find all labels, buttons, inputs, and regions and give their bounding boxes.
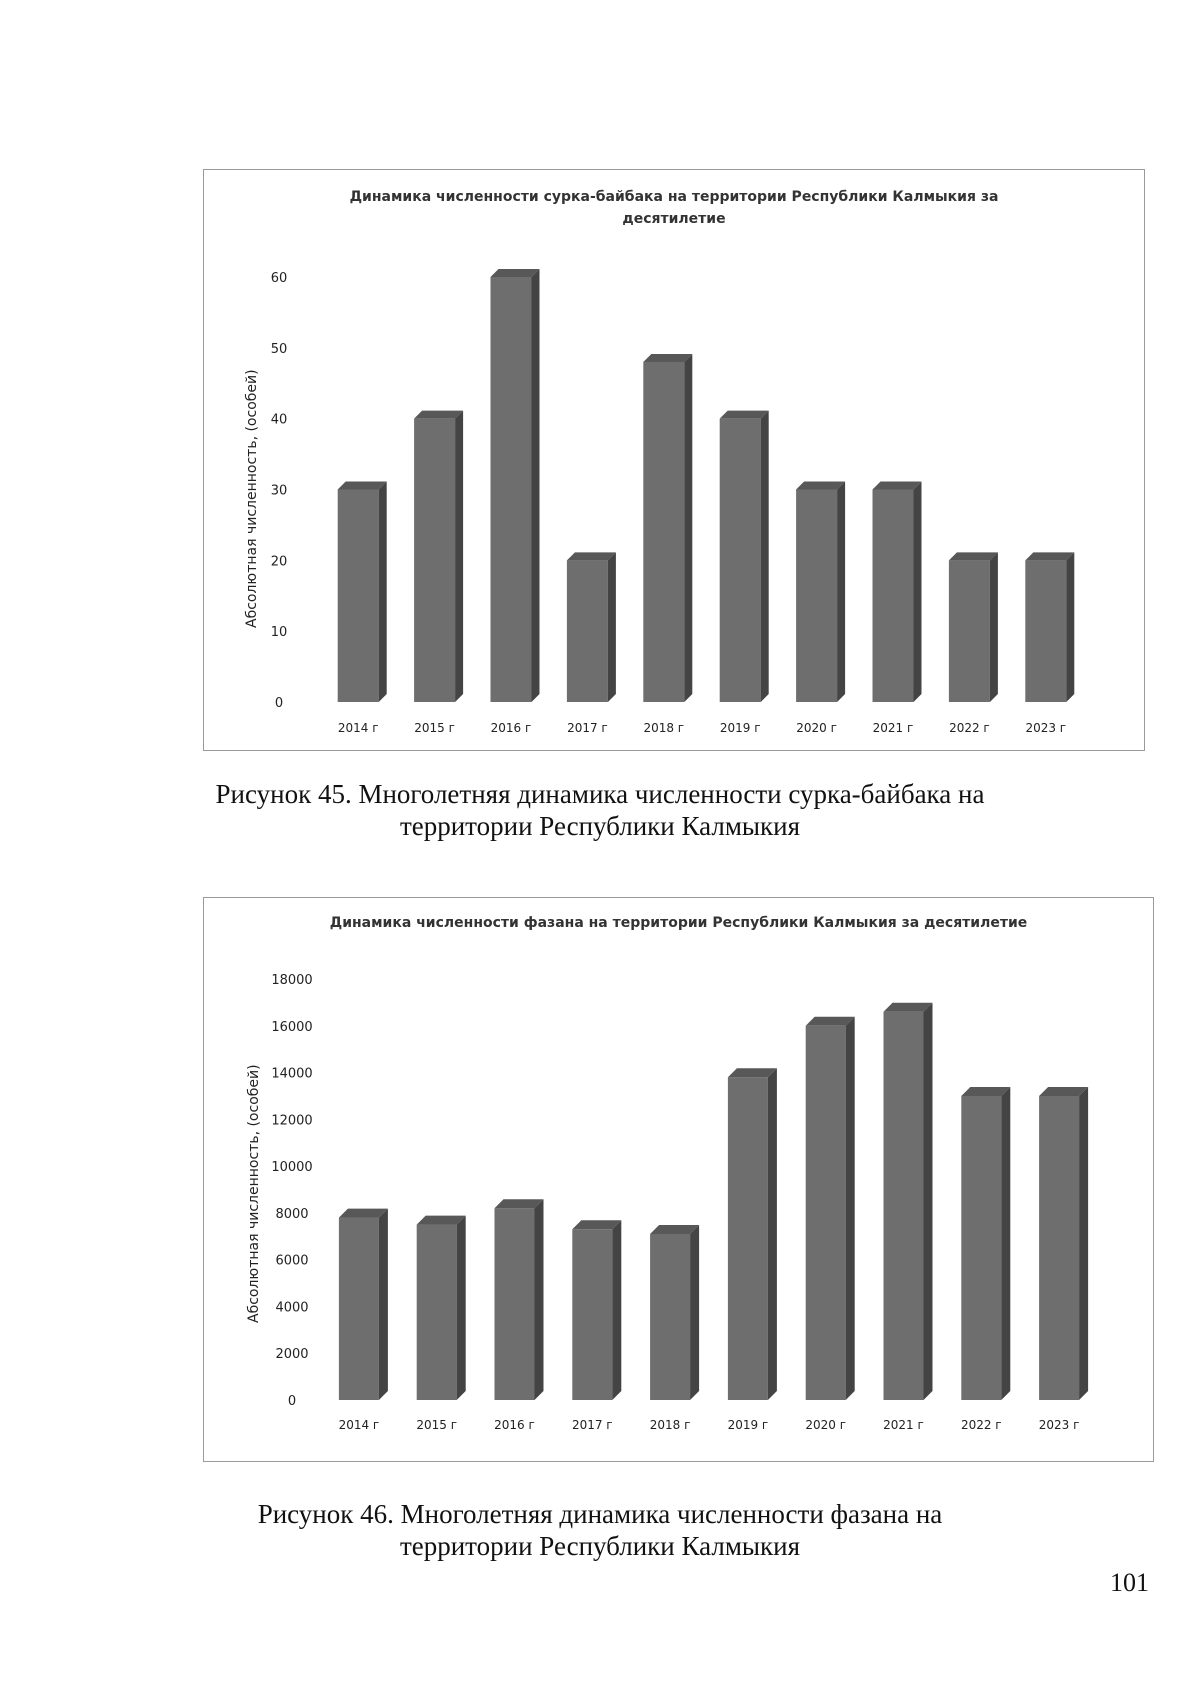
y-tick-label: 10000 xyxy=(271,1160,313,1176)
y-tick-label: 16000 xyxy=(271,1019,313,1035)
y-tick-label: 8000 xyxy=(275,1206,309,1222)
bar xyxy=(796,482,845,703)
bar-chart-pheasant xyxy=(204,898,1153,1461)
bar xyxy=(1025,552,1074,702)
y-tick-label: 2000 xyxy=(275,1347,309,1363)
x-tick-label: 2019 г xyxy=(719,721,761,735)
chart-frame-marmot xyxy=(203,169,1145,751)
bar xyxy=(728,1068,777,1400)
bar xyxy=(884,1003,933,1400)
x-tick-label: 2022 г xyxy=(949,721,990,735)
y-axis-label: Абсолютная численность, (особей) xyxy=(244,369,260,628)
bar-chart-marmot xyxy=(204,170,1144,750)
bar xyxy=(491,269,540,702)
x-tick-label: 2014 г xyxy=(337,721,379,735)
x-tick-label: 2016 г xyxy=(494,1418,535,1432)
x-tick-label: 2023 г xyxy=(1038,1418,1080,1432)
x-tick-label: 2018 г xyxy=(649,1418,691,1432)
bar xyxy=(949,552,998,702)
y-tick-label: 50 xyxy=(270,341,288,357)
bar xyxy=(339,1209,388,1400)
bar xyxy=(873,482,922,703)
x-tick-label: 2019 г xyxy=(727,1418,769,1432)
chart-frame-pheasant xyxy=(203,897,1154,1462)
x-tick-label: 2018 г xyxy=(643,721,685,735)
y-tick-label: 4000 xyxy=(275,1300,309,1316)
bar xyxy=(650,1225,699,1400)
bar xyxy=(720,411,769,702)
x-tick-label: 2022 г xyxy=(960,1418,1002,1432)
x-tick-label: 2020 г xyxy=(796,721,837,735)
y-tick-label: 6000 xyxy=(275,1253,309,1269)
y-tick-label: 10 xyxy=(270,625,288,641)
x-tick-label: 2016 г xyxy=(490,721,532,735)
bar xyxy=(338,482,387,703)
x-tick-label: 2023 г xyxy=(1025,721,1067,735)
x-tick-label: 2020 г xyxy=(805,1418,847,1432)
bar xyxy=(643,354,692,702)
figure-caption: Рисунок 45. Многолетняя динамика численности сурка-байбака на территории Республики Калмыкия xyxy=(215,779,985,841)
x-tick-label: 2017 г xyxy=(571,1418,613,1432)
bar xyxy=(567,552,616,702)
chart-title: Динамика численности фазана на территории Республики Калмыкия за десятилетие xyxy=(329,915,1028,931)
page-number: 101 xyxy=(1110,1568,1149,1597)
bar xyxy=(961,1087,1010,1400)
bar xyxy=(495,1199,544,1400)
x-tick-label: 2015 г xyxy=(416,1418,458,1432)
chart-title: Динамика численности сурка-байбака на территории Республики Калмыкия за десятилетие xyxy=(349,189,999,227)
y-tick-label: 60 xyxy=(270,271,288,286)
bar xyxy=(414,411,463,702)
figure-caption: Рисунок 46. Многолетняя динамика численности фазана на территории Республики Калмыкия xyxy=(257,1499,943,1561)
y-tick-label: 30 xyxy=(270,483,288,499)
bar xyxy=(572,1220,621,1400)
x-tick-label: 2015 г xyxy=(414,721,455,735)
y-tick-label: 0 xyxy=(287,1394,297,1409)
y-tick-label: 12000 xyxy=(271,1113,313,1129)
bar xyxy=(806,1017,855,1400)
y-tick-label: 40 xyxy=(270,412,288,428)
x-tick-label: 2021 г xyxy=(883,1418,924,1432)
y-axis-label: Абсолютная численность, (особей) xyxy=(246,1064,262,1323)
y-tick-label: 18000 xyxy=(271,973,313,988)
x-tick-label: 2014 г xyxy=(338,1418,380,1432)
y-tick-label: 20 xyxy=(270,554,288,570)
x-tick-label: 2021 г xyxy=(872,721,914,735)
bar xyxy=(1039,1087,1088,1400)
y-tick-label: 0 xyxy=(274,696,284,711)
bar xyxy=(417,1216,466,1400)
x-tick-label: 2017 г xyxy=(567,721,608,735)
y-tick-label: 14000 xyxy=(271,1066,313,1082)
